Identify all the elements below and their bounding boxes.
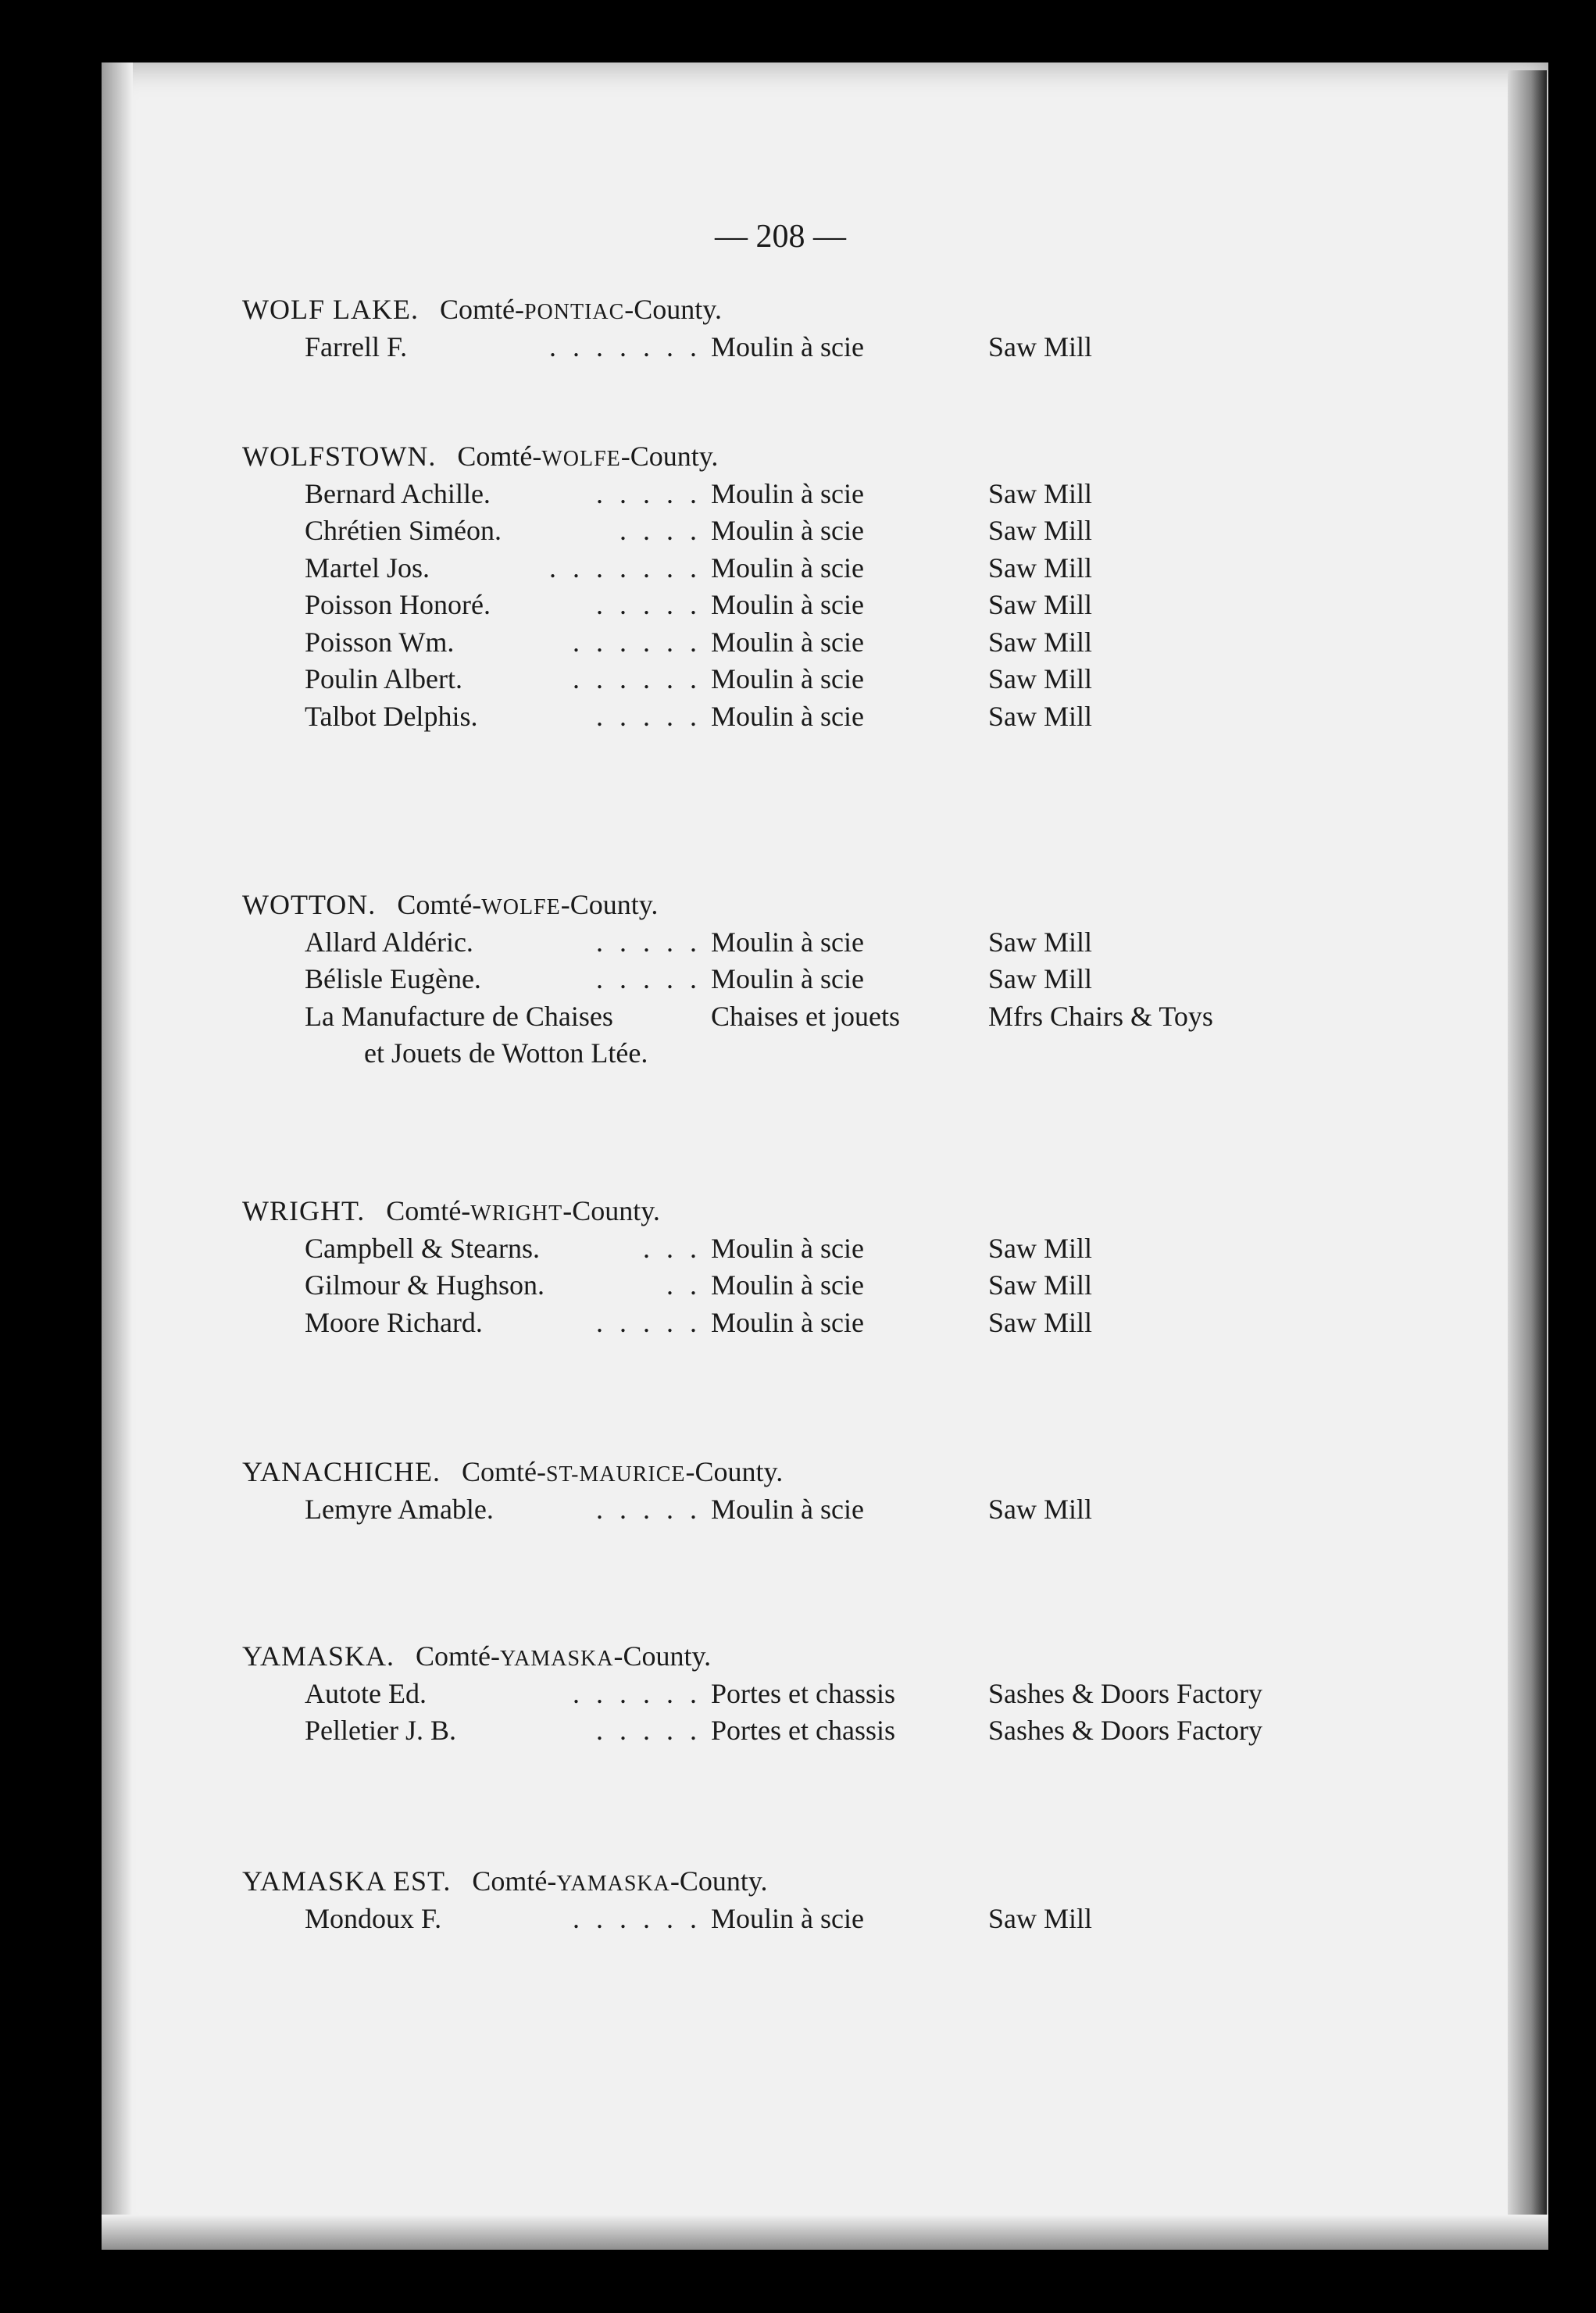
section-heading xyxy=(242,295,722,323)
entry-activity-english: Saw Mill xyxy=(988,626,1093,658)
entry-name: La Manufacture de Chaises xyxy=(305,1000,613,1032)
leader-dots: . . . . . xyxy=(596,963,702,994)
entry-activity-french: Moulin à scie xyxy=(711,1232,864,1264)
entry-name: Martel Jos. xyxy=(305,551,430,584)
county-suffix: -County. xyxy=(685,1456,784,1487)
leader-dots: . . . . xyxy=(619,515,702,546)
entry-activity-french: Moulin à scie xyxy=(711,330,864,362)
county-name: WOLFE xyxy=(541,447,621,471)
section-heading xyxy=(242,1867,768,1895)
entry-activity-french: Portes et chassis xyxy=(711,1677,895,1709)
entry-activity-french: Moulin à scie xyxy=(711,1902,864,1934)
county-name: WOLFE xyxy=(481,895,561,919)
place-name: YAMASKA. xyxy=(242,1640,395,1672)
county-suffix: -County. xyxy=(613,1640,712,1672)
entry-activity-french: Portes et chassis xyxy=(711,1715,895,1746)
entry-activity-french: Moulin à scie xyxy=(711,589,864,620)
entry-name: Chrétien Siméon. xyxy=(305,515,502,546)
page-edge-left xyxy=(102,62,133,2250)
comte-prefix: Comté- xyxy=(397,889,482,920)
entry-activity-french: Moulin à scie xyxy=(711,515,864,546)
entry-activity-french: Moulin à scie xyxy=(711,1493,864,1525)
comte-prefix: Comté- xyxy=(472,1865,557,1897)
entry-activity-english: Sashes & Doors Factory xyxy=(988,1677,1262,1709)
page-edge-right xyxy=(1508,70,1547,2250)
entry-activity-english: Mfrs Chairs & Toys xyxy=(988,1000,1213,1032)
entry-activity-english: Saw Mill xyxy=(988,1269,1093,1301)
entry-activity-french: Moulin à scie xyxy=(711,551,864,584)
leader-dots: . . . . . . xyxy=(573,663,702,694)
page-edge-bottom xyxy=(102,2215,1548,2250)
entry-name-continuation: et Jouets de Wotton Ltée. xyxy=(364,1037,648,1069)
entry-name: Poisson Wm. xyxy=(305,626,455,658)
comte-prefix: Comté- xyxy=(457,441,542,472)
entry-name: Pelletier J. B. xyxy=(305,1715,456,1746)
section-heading xyxy=(242,891,658,919)
entry-name: Bernard Achille. xyxy=(305,477,491,509)
entry-name: Allard Aldéric. xyxy=(305,926,473,958)
entry-name: Poulin Albert. xyxy=(305,663,463,694)
entry-name: Talbot Delphis. xyxy=(305,700,478,732)
entry-activity-english: Sashes & Doors Factory xyxy=(988,1715,1262,1746)
entry-name: Autote Ed. xyxy=(305,1677,427,1709)
entry-activity-english: Saw Mill xyxy=(988,589,1093,620)
leader-dots: . . . . . . xyxy=(573,626,702,658)
county-suffix: -County. xyxy=(624,294,722,325)
county-name: ST-MAURICE xyxy=(545,1462,686,1487)
entry-activity-french: Moulin à scie xyxy=(711,663,864,694)
entry-activity-english: Saw Mill xyxy=(988,515,1093,546)
county-suffix: -County. xyxy=(560,889,659,920)
section-heading xyxy=(242,1458,783,1486)
place-name: YANACHICHE. xyxy=(242,1456,441,1487)
entry-name: Moore Richard. xyxy=(305,1306,483,1338)
leader-dots: . . . xyxy=(643,1232,702,1264)
county-suffix: -County. xyxy=(620,441,719,472)
entry-activity-french: Moulin à scie xyxy=(711,626,864,658)
section-heading xyxy=(242,1642,711,1670)
county-name: WRIGHT xyxy=(470,1201,563,1226)
county-suffix: -County. xyxy=(562,1195,660,1226)
entry-name: Gilmour & Hughson. xyxy=(305,1269,545,1301)
place-name: WRIGHT. xyxy=(242,1195,366,1226)
entry-name: Campbell & Stearns. xyxy=(305,1232,540,1264)
leader-dots: . . . . . . xyxy=(573,1902,702,1934)
entry-activity-french: Moulin à scie xyxy=(711,1269,864,1301)
leader-dots: . . . . . . . xyxy=(549,330,702,362)
comte-prefix: Comté- xyxy=(416,1640,501,1672)
entry-activity-english: Saw Mill xyxy=(988,663,1093,694)
entry-activity-french: Moulin à scie xyxy=(711,926,864,958)
leader-dots: . . . . . xyxy=(596,1306,702,1338)
place-name: YAMASKA EST. xyxy=(242,1865,452,1897)
comte-prefix: Comté- xyxy=(439,294,524,325)
county-suffix: -County. xyxy=(669,1865,768,1897)
entry-activity-english: Saw Mill xyxy=(988,963,1093,994)
leader-dots: . . . . . xyxy=(596,477,702,509)
leader-dots: . . xyxy=(666,1269,702,1301)
leader-dots: . . . . . xyxy=(596,700,702,732)
section-heading xyxy=(242,442,718,470)
entry-activity-english: Saw Mill xyxy=(988,477,1093,509)
leader-dots: . . . . . xyxy=(596,926,702,958)
county-name: PONTIAC xyxy=(523,300,625,324)
place-name: WOLF LAKE. xyxy=(242,294,419,325)
comte-prefix: Comté- xyxy=(386,1195,471,1226)
entry-activity-french: Moulin à scie xyxy=(711,477,864,509)
page-number: — 208 — xyxy=(715,219,846,255)
entry-name: Poisson Honoré. xyxy=(305,589,491,620)
entry-activity-english: Saw Mill xyxy=(988,700,1093,732)
entry-name: Bélisle Eugène. xyxy=(305,963,481,994)
leader-dots: . . . . . xyxy=(596,1493,702,1525)
entry-activity-french: Moulin à scie xyxy=(711,963,864,994)
leader-dots: . . . . . . . xyxy=(549,551,702,584)
comte-prefix: Comté- xyxy=(462,1456,546,1487)
entry-activity-english: Saw Mill xyxy=(988,926,1093,958)
county-name: YAMASKA xyxy=(556,1872,670,1896)
entry-name: Mondoux F. xyxy=(305,1902,442,1934)
entry-activity-english: Saw Mill xyxy=(988,1306,1093,1338)
entry-activity-english: Saw Mill xyxy=(988,1493,1093,1525)
entry-activity-english: Saw Mill xyxy=(988,1902,1093,1934)
entry-activity-english: Saw Mill xyxy=(988,551,1093,584)
leader-dots: . . . . . . xyxy=(573,1677,702,1709)
section-heading xyxy=(242,1197,660,1225)
leader-dots: . . . . . xyxy=(596,1715,702,1746)
entry-activity-french: Chaises et jouets xyxy=(711,1000,900,1032)
entry-activity-french: Moulin à scie xyxy=(711,700,864,732)
entry-activity-english: Saw Mill xyxy=(988,330,1093,362)
entry-name: Farrell F. xyxy=(305,330,408,362)
entry-activity-french: Moulin à scie xyxy=(711,1306,864,1338)
place-name: WOLFSTOWN. xyxy=(242,441,437,472)
place-name: WOTTON. xyxy=(242,889,377,920)
leader-dots: . . . . . xyxy=(596,589,702,620)
entry-activity-english: Saw Mill xyxy=(988,1232,1093,1264)
entry-name: Lemyre Amable. xyxy=(305,1493,494,1525)
county-name: YAMASKA xyxy=(500,1647,614,1671)
